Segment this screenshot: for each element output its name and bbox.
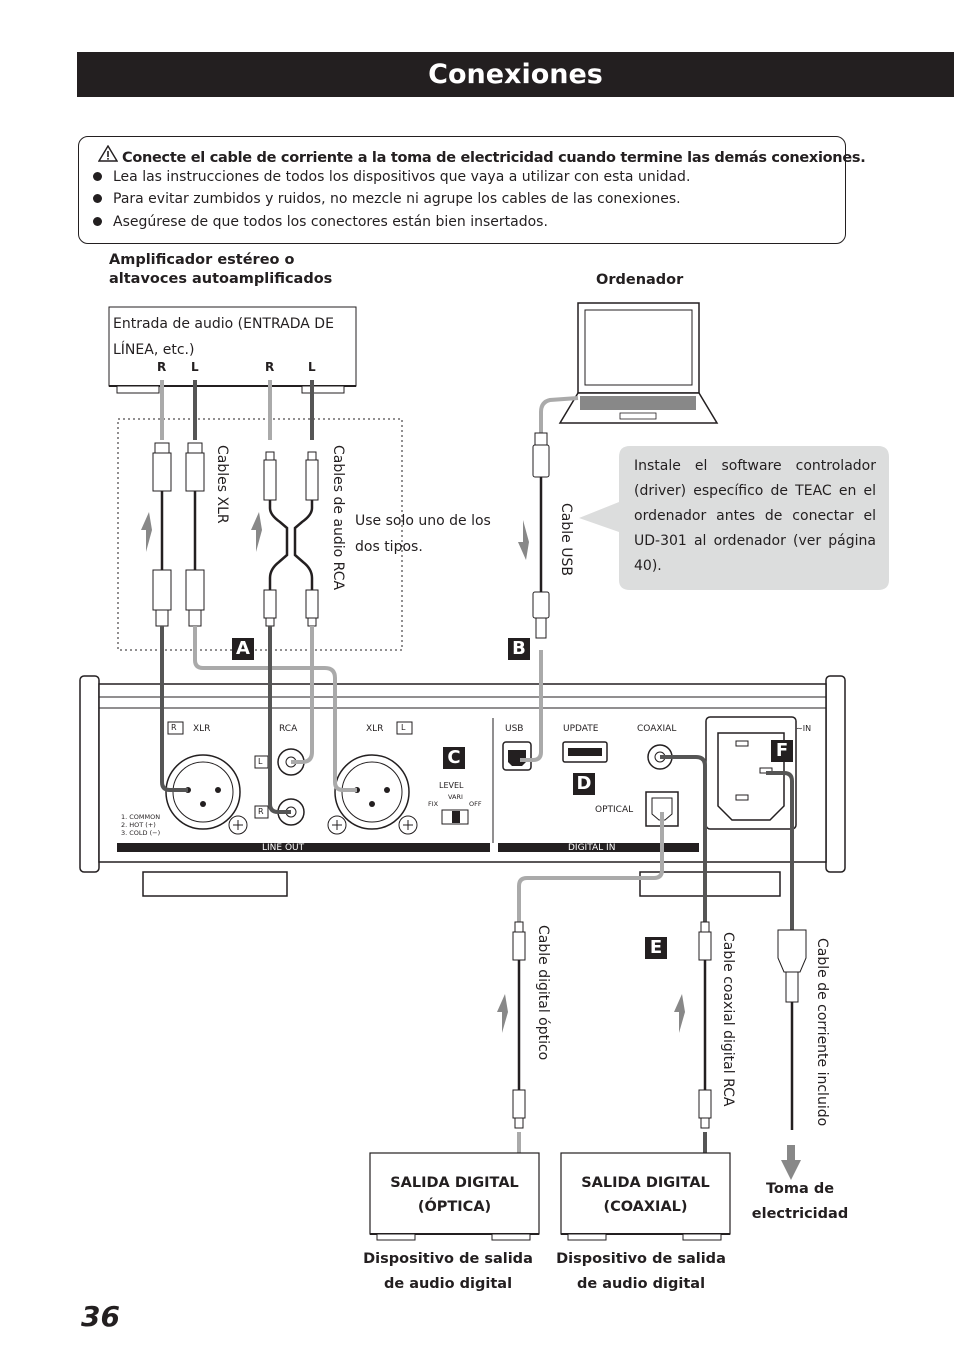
channel-r-label: R [265, 360, 275, 374]
coaxial-cable [699, 922, 711, 1128]
marker-e: E [645, 937, 667, 959]
coaxial-output-box-label: SALIDA DIGITAL (COAXIAL) [581, 1175, 710, 1215]
panel-xlr-l-label: XLR [366, 724, 384, 734]
power-cable-label: Cable de corriente incluido [814, 938, 830, 1127]
amplifier-input-label: Entrada de audio (ENTRADA DE LÍNEA, etc.) [113, 316, 334, 358]
channel-r-label: R [157, 360, 167, 374]
panel-power-in-label: ∼IN [796, 724, 812, 733]
arrow-down-icon [781, 1145, 801, 1180]
page-title: Conexiones [77, 52, 954, 97]
arrow-up-icon [497, 994, 508, 1033]
panel-line-out-label: LINE OUT [262, 843, 305, 853]
warning-bullet: Asegúrese de que todos los conectores están bien insertados. [93, 214, 548, 230]
rca-cables [264, 452, 318, 626]
xlr-cables [153, 443, 204, 626]
panel-tag-r: R [258, 807, 264, 816]
optical-output-box-label: SALIDA DIGITAL (ÓPTICA) [390, 1175, 519, 1215]
panel-tag-l: L [258, 757, 263, 766]
computer-title: Ordenador [596, 272, 684, 288]
optical-cable [513, 922, 525, 1128]
outlet-caption: Toma de electricidad [751, 1181, 849, 1222]
laptop-icon [560, 303, 717, 423]
panel-level-label: LEVEL [439, 781, 464, 790]
usb-cable-label: Cable USB [558, 503, 574, 576]
panel-fix-label: FIX [428, 800, 439, 808]
marker-b: B [508, 638, 530, 660]
marker-c: C [443, 747, 465, 769]
arrow-up-icon [251, 512, 262, 552]
marker-a: A [232, 638, 254, 660]
driver-note-text: Instale el software controlador (driver) específico de TEAC en el ordenador antes de conectar el UD-301 al ordenador (ver página 40). [634, 458, 876, 574]
channel-l-label: L [308, 360, 316, 374]
panel-rca-label: RCA [279, 724, 298, 734]
rca-cable-label: Cables de audio RCA [330, 445, 346, 591]
arrow-up-icon [674, 994, 685, 1033]
warning-bullet: Lea las instrucciones de todos los dispositivos que vaya a utilizar con esta unidad. [93, 169, 690, 185]
optical-cable-label: Cable digital óptico [535, 925, 551, 1061]
page-number: 36 [81, 1300, 120, 1333]
arrow-up-icon [141, 512, 152, 552]
one-type-note: Use solo uno de los dos tipos. [355, 513, 491, 555]
panel-off-label: OFF [469, 800, 482, 808]
panel-xlr-r-label: XLR [193, 724, 211, 734]
warning-bullet: Para evitar zumbidos y ruidos, no mezcle ni agrupe los cables de las conexiones. [93, 191, 681, 207]
xlr-cable-label: Cables XLR [214, 445, 230, 524]
coaxial-cable-label: Cable coaxial digital RCA [720, 932, 736, 1107]
panel-vari-label: VARI [448, 793, 463, 801]
panel-pin-legend: 1. COMMON 2. HOT (+) 3. COLD (−) [121, 813, 161, 837]
panel-usb-label: USB [505, 724, 524, 734]
panel-digital-in-label: DIGITAL IN [568, 843, 616, 853]
panel-update-label: UPDATE [563, 724, 599, 734]
panel-coaxial-label: COAXIAL [637, 724, 677, 734]
marker-d: D [573, 773, 595, 795]
warning-heading: Conecte el cable de corriente a la toma de electricidad cuando termine las demás conexiones. [98, 145, 865, 166]
panel-tag-l: L [401, 723, 406, 732]
coaxial-device-caption: Dispositivo de salida de audio digital [556, 1251, 726, 1292]
optical-device-caption: Dispositivo de salida de audio digital [363, 1251, 533, 1292]
panel-optical-label: OPTICAL [595, 805, 634, 815]
arrow-down-icon [518, 520, 529, 560]
power-cable [778, 930, 806, 1130]
marker-f: F [771, 740, 793, 762]
channel-l-label: L [191, 360, 199, 374]
amplifier-title: Amplificador estéreo o altavoces autoamplificados [109, 252, 333, 287]
panel-tag-r: R [171, 723, 177, 732]
